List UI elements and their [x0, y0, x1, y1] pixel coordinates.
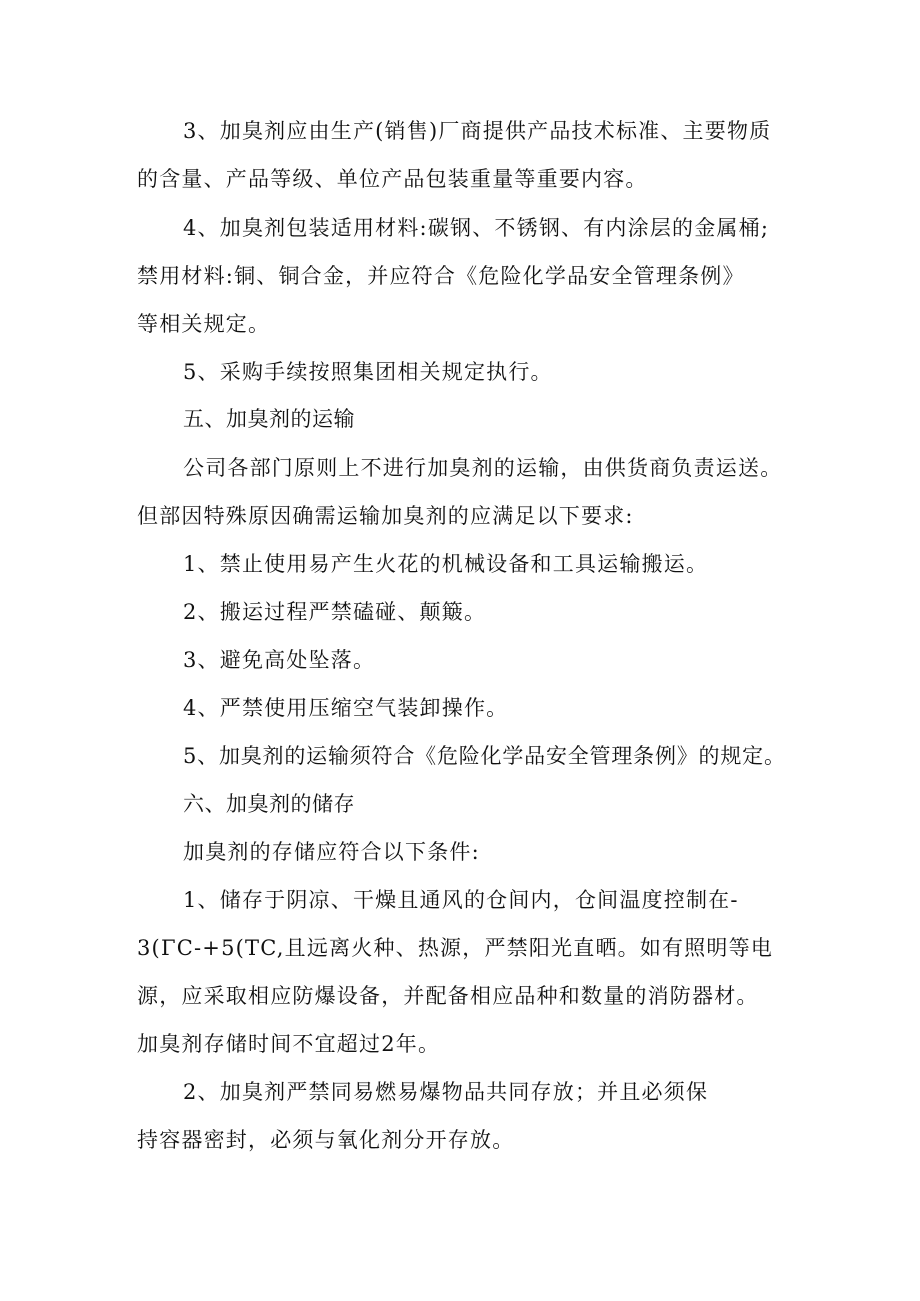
transport-item-5: 5、加臭剂的运输须符合《危险化学品安全管理条例》的规定。 — [183, 744, 786, 768]
transport-item-1: 1、禁止使用易产生火花的机械设备和工具运输搬运。 — [183, 552, 709, 576]
storage-item-2-line-1: 2、加臭剂严禁同易燃易爆物品共同存放；并且必须保 — [183, 1080, 709, 1104]
storage-item-1-line-2: 3(ΓC-+5(TC,且远离火种、热源，严禁阳光直晒。如有照明等电 — [137, 936, 774, 960]
transport-item-2: 2、搬运过程严禁磕碰、颠簸。 — [183, 600, 487, 624]
transport-item-3: 3、避免高处坠落。 — [183, 648, 376, 672]
storage-item-1-line-3: 源，应采取相应防爆设备，并配备相应品种和数量的消防器材。 — [137, 984, 759, 1008]
paragraph-4-line-3: 等相关规定。 — [137, 312, 271, 336]
storage-item-1-line-1: 1、储存于阴凉、干燥且通风的仓间内，仓间温度控制在- — [183, 888, 739, 912]
paragraph-5-line-1: 5、采购手续按照集团相关规定执行。 — [183, 360, 553, 384]
storage-item-2-line-2: 持容器密封，必须与氧化剂分开存放。 — [137, 1128, 515, 1152]
paragraph-4-line-2: 禁用材料:铜、铜合金，并应符合《危险化学品安全管理条例》 — [137, 264, 745, 288]
storage-intro: 加臭剂的存储应符合以下条件: — [183, 840, 480, 864]
transport-intro-line-1: 公司各部门原则上不进行加臭剂的运输，由供货商负责运送。 — [183, 456, 783, 480]
section-heading-transport: 五、加臭剂的运输 — [183, 407, 355, 431]
section-heading-storage: 六、加臭剂的储存 — [183, 792, 355, 816]
transport-item-4: 4、严禁使用压缩空气装卸操作。 — [183, 696, 509, 720]
paragraph-4-line-1: 4、加臭剂包装适用材料:碳钢、不锈钢、有内涂层的金属桶; — [183, 216, 770, 240]
paragraph-3-line-1: 3、加臭剂应由生产(销售)厂商提供产品技术标准、主要物质 — [183, 119, 772, 143]
paragraph-3-line-2: 的含量、产品等级、单位产品包装重量等重要内容。 — [137, 167, 648, 191]
storage-item-1-line-4: 加臭剂存储时间不宜超过2年。 — [137, 1032, 441, 1056]
transport-intro-line-2: 但部因特殊原因确需运输加臭剂的应满足以下要求: — [137, 504, 634, 528]
